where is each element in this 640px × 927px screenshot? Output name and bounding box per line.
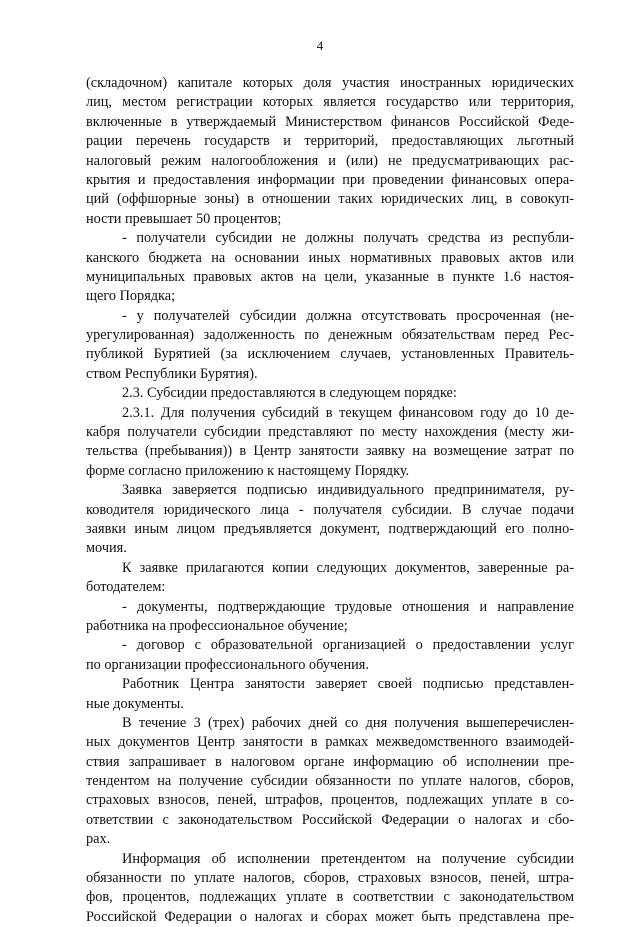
text-line: ответствии с законодательством Российской Федерации о налогах и сбо-: [86, 811, 574, 828]
text-line: рации перечень государств и территорий, предоставляющих льготный: [86, 133, 574, 150]
text-line: В течение 3 (трех) рабочих дней со дня получения вышеперечислен-: [122, 714, 574, 731]
paragraph: [86, 384, 574, 403]
paragraph: [86, 404, 574, 482]
paragraph: [86, 850, 574, 927]
text-line: 2.3. Субсидии предоставляются в следующем порядке:: [122, 385, 457, 402]
text-line: ные документы.: [86, 695, 184, 712]
paragraph: [86, 714, 574, 850]
text-line: ных документов Центр занятости в рамках межведомственного взаимодей-: [86, 734, 574, 751]
text-line: тельства (пребывания)) в Центр занятости заявку на возмещение затрат по: [86, 443, 574, 460]
text-line: налоговый режим налогообложения и (или) не предусматривающих рас-: [86, 152, 574, 169]
text-line: ности превышает 50 процентов;: [86, 210, 282, 227]
text-line: форме согласно приложению к настоящему Порядку.: [86, 462, 410, 479]
text-line: по организации профессионального обучения.: [86, 656, 369, 673]
text-line: работника на профессиональное обучение;: [86, 617, 348, 634]
text-line: щего Порядка;: [86, 288, 176, 305]
text-line: ствия запрашивает в налоговом органе информацию об исполнении пре-: [86, 753, 574, 770]
paragraph: [86, 481, 574, 559]
text-line: мочия.: [86, 540, 127, 557]
text-line: Работник Центра занятости заверяет своей подписью представлен-: [122, 676, 574, 693]
text-line: (складочном) капитале которых доля участия иностранных юридических: [86, 75, 574, 91]
text-line: рах.: [86, 831, 111, 848]
paragraph: [86, 74, 574, 229]
body-text: [86, 74, 574, 927]
text-line: - документы, подтверждающие трудовые отношения и направление: [122, 598, 574, 615]
text-line: кабря получатели субсидии представляют по месту нахождения (месту жи-: [86, 424, 574, 441]
text-line: публикой Бурятией (за исключением случаев, установленных Правитель-: [86, 346, 574, 363]
text-line: - получатели субсидии не должны получать средства из республи-: [122, 230, 574, 247]
text-line: урегулированная) задолженность по денежным обязательствам перед Рес-: [86, 327, 574, 344]
text-line: лиц, местом регистрации которых является государство или территория,: [86, 94, 574, 111]
text-line: ций (оффшорные зоны) в отношении таких юридических лиц, в совокуп-: [86, 191, 574, 208]
text-line: муниципальных правовых актов на цели, указанные в пункте 1.6 настоя-: [86, 268, 574, 285]
text-line: ботодателем:: [86, 579, 166, 596]
text-line: фов, процентов, подлежащих уплате в соответствии с законодательством: [86, 889, 574, 906]
text-line: заявки иным лицом предъявляется документ, подтверждающий его полно-: [86, 520, 574, 537]
text-line: Российской Федерации о налогах и сборах может быть представлена пре-: [86, 908, 574, 925]
text-line: 2.3.1. Для получения субсидий в текущем финансовом году до 10 де-: [122, 404, 574, 421]
text-line: Заявка заверяется подписью индивидуального предпринимателя, ру-: [122, 482, 574, 499]
text-line: ством Республики Бурятия).: [86, 365, 258, 382]
text-line: - у получателей субсидии должна отсутствовать просроченная (не-: [122, 307, 574, 324]
paragraph: [86, 636, 574, 675]
text-line: тендентом на получение субсидии обязанности по уплате налогов, сборов,: [86, 773, 574, 790]
text-line: страховых взносов, пеней, штрафов, процентов, подлежащих уплате в со-: [86, 792, 574, 809]
text-line: крытия и предоставления информации при проведении финансовых опера-: [86, 171, 574, 188]
paragraph: [86, 559, 574, 598]
paragraph: [86, 675, 574, 714]
text-line: обязанности по уплате налогов, сборов, страховых взносов, пеней, штра-: [86, 870, 574, 887]
page-number: 4: [316, 38, 324, 53]
text-line: Информация об исполнении претендентом на получение субсидии: [122, 850, 574, 867]
paragraph: [86, 598, 574, 637]
paragraph: [86, 307, 574, 385]
text-line: - договор с образовательной организацией о предоставлении услуг: [122, 637, 574, 654]
text-line: ководителя юридического лица - получателя субсидии. В случае подачи: [86, 501, 574, 518]
text-line: канского бюджета на основании иных нормативных правовых актов или: [86, 249, 574, 266]
text-line: К заявке прилагаются копии следующих документов, заверенные ра-: [122, 559, 574, 576]
text-line: включенные в утверждаемый Министерством финансов Российской Феде-: [86, 113, 574, 130]
paragraph: [86, 229, 574, 307]
